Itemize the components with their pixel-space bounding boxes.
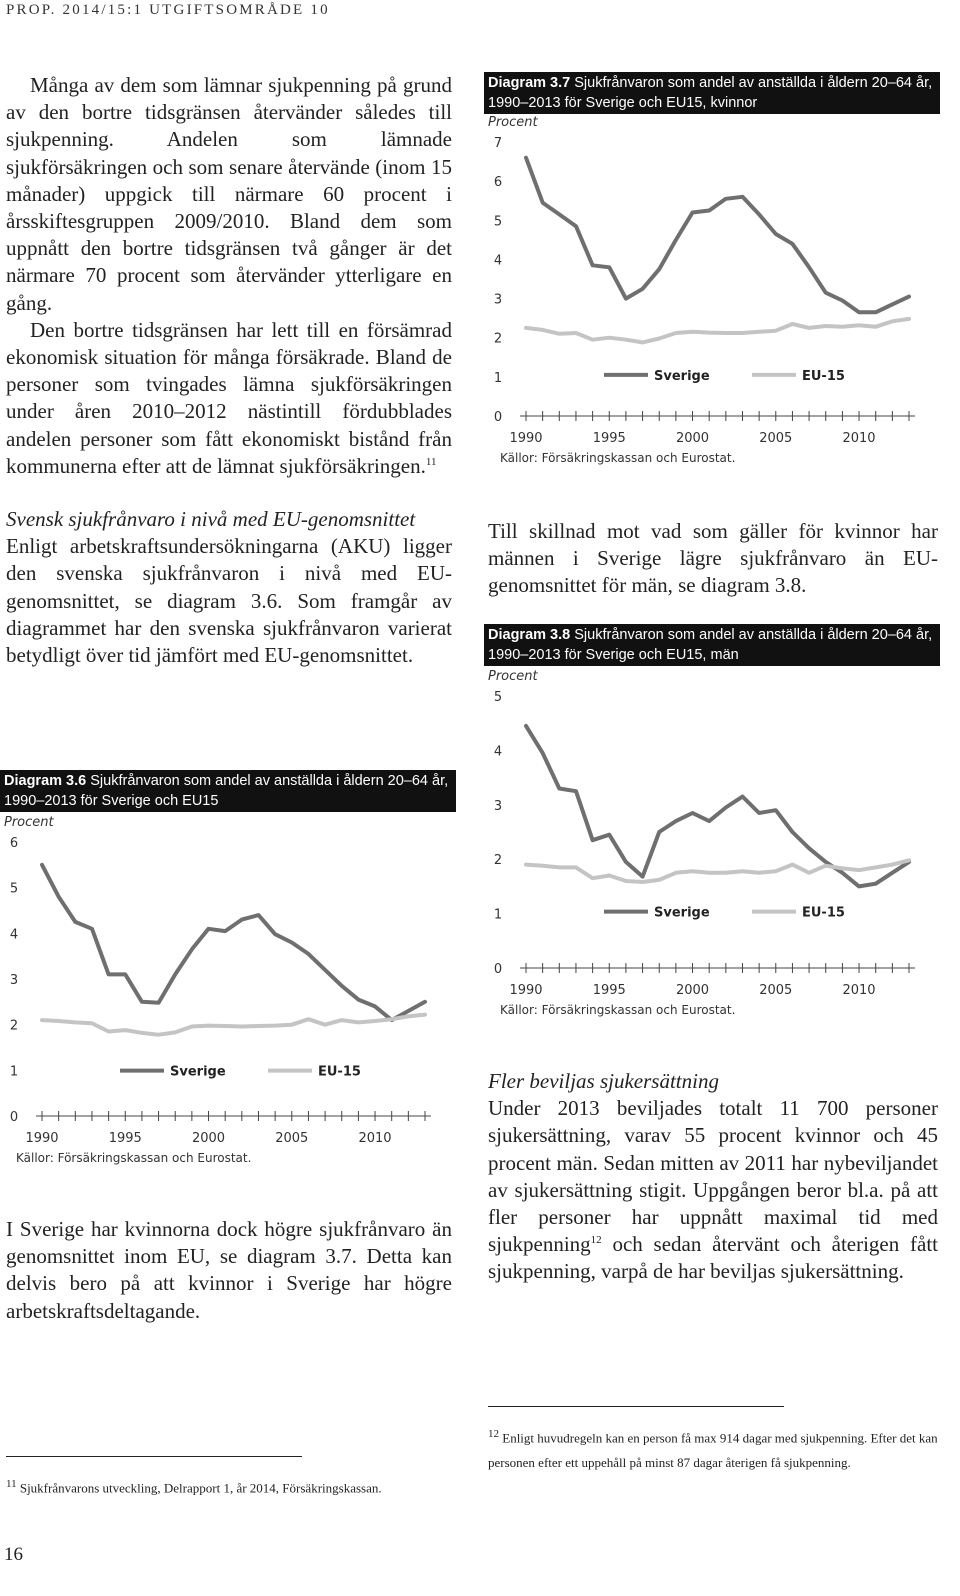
paragraph: Många av dem som lämnar sjukpenning på grund av den bortre tidsgränsen återvänder således till sjukpenning. Andelen som lämnade sjukförsäkringen och som senare återvände (inom 15 månader) uppgick till närmare 60 procent i årsskiftesgruppen 2009/2010. Bland dem som uppnått den bortre tidsgränsen två gånger är det närmare 70 procent som återvänder ytterligare en gång. — [6, 73, 452, 315]
y-tick-label: 1 — [9, 1064, 19, 1080]
footnote-rule — [6, 1456, 302, 1457]
chart-3-6 — [0, 812, 456, 1197]
legend-label: Sverige — [654, 905, 710, 921]
diagram-title-text: Sjukfrånvaron som andel av anställda i åldern 20–64 år, 1990–2013 för Sverige och EU15, kvinnor — [488, 75, 933, 111]
footnote-ref: 11 — [425, 455, 437, 468]
left-text-column — [6, 72, 452, 669]
legend-label: EU-15 — [802, 905, 845, 921]
y-tick-label: 3 — [493, 798, 503, 814]
y-tick-label: 2 — [493, 853, 503, 869]
section-heading: Svensk sjukfrånvaro i nivå med EU-genomsnittet — [6, 507, 416, 532]
series-line-sverige — [42, 865, 425, 1020]
footnote-11 — [6, 1472, 476, 1500]
y-tick-label: 5 — [493, 214, 503, 230]
diagram-3-8 — [484, 624, 940, 1049]
section-heading: Fler beviljas sjukersättning — [488, 1069, 719, 1093]
x-tick-label: 1990 — [25, 1131, 59, 1146]
diagram-title-text: Sjukfrånvaron som andel av anställda i åldern 20–64 år, 1990–2013 för Sverige och EU15, män — [488, 627, 933, 663]
series-line-sverige — [526, 158, 909, 313]
page-number: 16 — [4, 1544, 23, 1565]
footnote-12 — [488, 1422, 938, 1475]
y-axis-unit-label: Procent — [488, 115, 538, 130]
diagram-title — [484, 72, 940, 114]
paragraph-text: Under 2013 beviljades totalt 11 700 personer sjukersättning, varav 55 procent kvinnor och 45 procent män. Sedan mitten av 2011 har nybeviljandet av sjukersättning stigit. Uppgången beror bl.a. på att fler personer har uppnått maximal tid med sjukpenning — [488, 1096, 938, 1257]
x-tick-label: 2010 — [842, 431, 876, 446]
y-tick-label: 0 — [493, 410, 503, 425]
y-tick-label: 5 — [9, 881, 19, 897]
running-header: PROP. 2014/15:1 UTGIFTSOMRÅDE 10 — [6, 2, 330, 18]
diagram-title — [484, 624, 940, 666]
diagram-number: Diagram 3.6 — [4, 773, 87, 789]
y-tick-label: 0 — [493, 962, 503, 977]
y-tick-label: 0 — [9, 1110, 19, 1125]
y-tick-label: 6 — [9, 836, 19, 851]
series-line-sverige — [526, 726, 909, 887]
y-tick-label: 2 — [493, 331, 503, 347]
x-tick-label: 2000 — [191, 1131, 226, 1146]
paragraph: Till skillnad mot vad som gäller för kvinnor har männen i Sverige lägre sjukfrånvaro än EU-genomsnittet för män, se diagram 3.8. — [488, 519, 938, 598]
x-tick-label: 2005 — [275, 1131, 309, 1146]
left-bottom-text — [6, 1216, 452, 1325]
y-axis-unit-label: Procent — [488, 669, 538, 684]
chart-source: Källor: Försäkringskassan och Eurostat. — [500, 1003, 736, 1017]
y-tick-label: 2 — [9, 1018, 19, 1034]
series-line-eu-15 — [526, 319, 909, 343]
right-bottom-text — [488, 1068, 938, 1286]
legend-label: Sverige — [170, 1064, 226, 1080]
y-tick-label: 3 — [9, 973, 19, 988]
y-axis-unit-label: Procent — [4, 815, 54, 830]
paragraph-text: och sedan återvänt och återigen fått sjukpenning, varpå de har beviljas sjukersättning. — [488, 1232, 938, 1284]
x-tick-label: 2010 — [842, 983, 876, 998]
chart-3-8 — [484, 666, 940, 1049]
y-tick-label: 5 — [493, 690, 503, 705]
legend-label: Sverige — [654, 368, 710, 384]
series-line-eu-15 — [42, 1015, 425, 1035]
paragraph: Enligt arbetskraftsundersökningarna (AKU) ligger den svenska sjukfrånvaron i nivå med EU-genomsnittet, se diagram 3.6. Som framgår av diagrammet har den svenska sjukfrånvaron varierat betydligt över tid jämfört med EU-genomsnittet. — [6, 534, 452, 668]
x-tick-label: 1995 — [592, 983, 626, 998]
x-tick-label: 2010 — [358, 1131, 392, 1146]
diagram-number: Diagram 3.7 — [488, 75, 571, 91]
y-tick-label: 1 — [493, 907, 503, 923]
chart-svg — [484, 114, 940, 492]
y-tick-label: 1 — [493, 370, 503, 386]
chart-source: Källor: Försäkringskassan och Eurostat. — [16, 1151, 252, 1165]
footnote-rule — [488, 1406, 784, 1407]
y-tick-label: 6 — [493, 175, 503, 191]
footnote-text: Sjukfrånvarons utveckling, Delrapport 1, år 2014, Försäkringskassan. — [19, 1480, 382, 1496]
x-tick-label: 1995 — [108, 1131, 142, 1146]
legend-label: EU-15 — [318, 1064, 361, 1080]
paragraph-text: Den bortre tidsgränsen har lett till en försämrad ekonomisk situation för många försäkrade. Bland de personer som tvingades lämna sjukförsäkringen under åren 2010–2012 nästintill fördubblades andelen personer som fått ekonomiskt bistånd från kommunerna efter att de lämnat sjukförsäkringen. — [6, 317, 452, 478]
diagram-number: Diagram 3.8 — [488, 627, 571, 643]
right-middle-text — [488, 518, 938, 600]
x-tick-label: 2005 — [759, 431, 793, 446]
paragraph — [488, 1095, 938, 1285]
chart-source: Källor: Försäkringskassan och Eurostat. — [500, 451, 736, 465]
diagram-3-7 — [484, 72, 940, 497]
paragraph: I Sverige har kvinnorna dock högre sjukfrånvaro än genomsnittet inom EU, se diagram 3.7. Detta kan delvis bero på att kvinnor i Sverige har högre arbetskraftsdeltagande. — [6, 1217, 452, 1323]
x-tick-label: 2005 — [759, 983, 793, 998]
x-tick-label: 2000 — [675, 431, 710, 446]
x-tick-label: 2000 — [675, 983, 710, 998]
y-tick-label: 7 — [493, 136, 503, 151]
paragraph — [6, 317, 452, 480]
x-tick-label: 1990 — [509, 431, 543, 446]
footnote-number: 11 — [6, 1478, 17, 1490]
diagram-3-6 — [0, 770, 456, 1197]
x-tick-label: 1990 — [509, 983, 543, 998]
footnote-ref: 12 — [590, 1234, 602, 1247]
chart-svg — [0, 812, 456, 1192]
y-tick-label: 4 — [493, 253, 503, 269]
diagram-title — [0, 770, 456, 812]
x-tick-label: 1995 — [592, 431, 626, 446]
footnote-number: 12 — [488, 1428, 499, 1440]
diagram-title-text: Sjukfrånvaron som andel av anställda i åldern 20–64 år, 1990–2013 för Sverige och EU15 — [4, 773, 449, 809]
y-tick-label: 3 — [493, 292, 503, 308]
y-tick-label: 4 — [9, 927, 19, 943]
footnote-text: Enligt huvudregeln kan en person få max 914 dagar med sjukpenning. Efter det kan personen efter ett uppehåll på minst 87 dagar återigen få sjukpenning. — [488, 1430, 938, 1471]
chart-3-7 — [484, 114, 940, 497]
y-tick-label: 4 — [493, 744, 503, 760]
legend-label: EU-15 — [802, 368, 845, 384]
chart-svg — [484, 666, 940, 1044]
